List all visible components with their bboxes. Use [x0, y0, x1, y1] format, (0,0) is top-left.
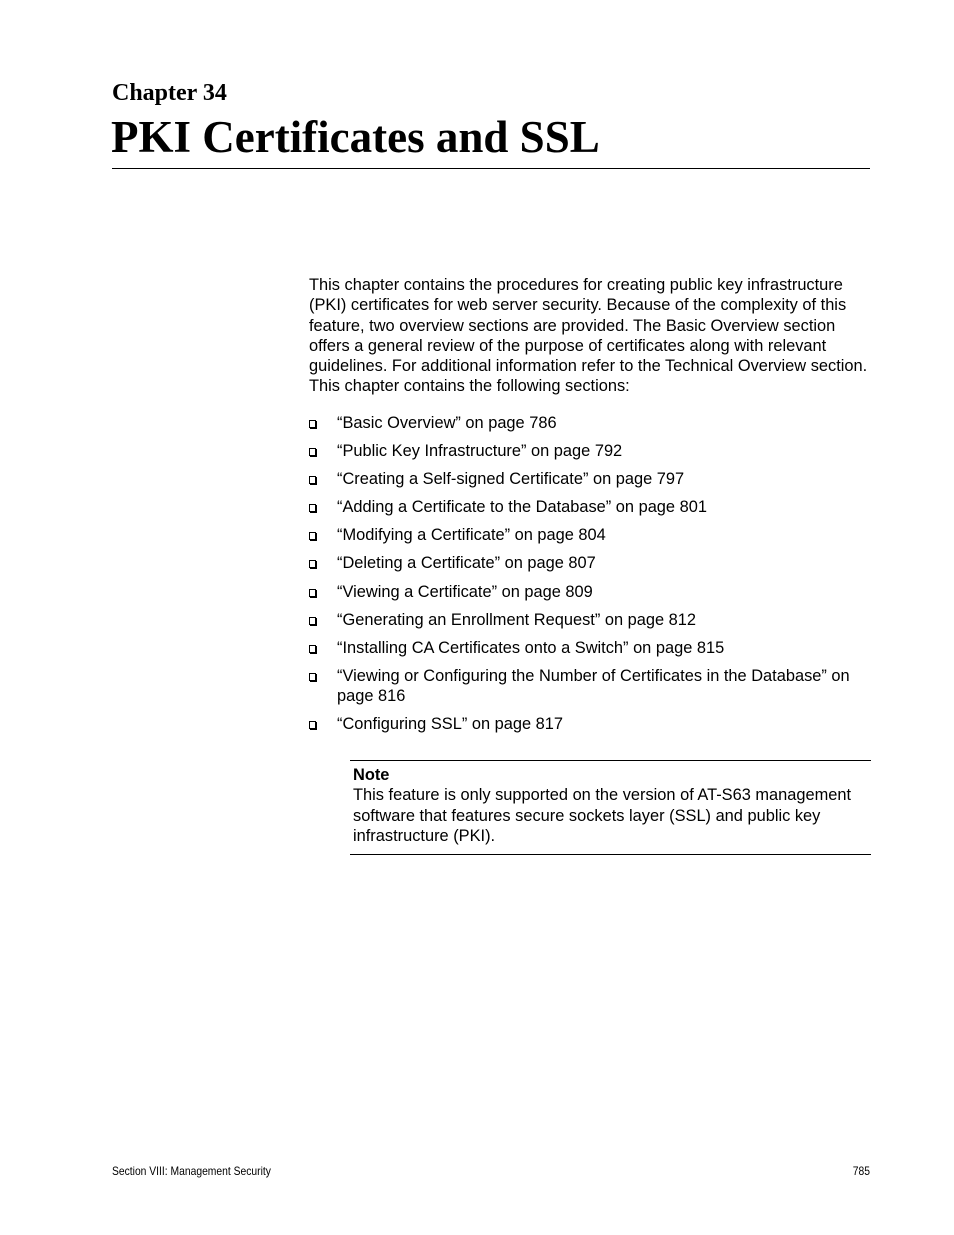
- checkbox-bullet-icon: [309, 532, 316, 540]
- section-link[interactable]: “Modifying a Certificate” on page 804: [337, 526, 606, 545]
- section-link[interactable]: “Viewing a Certificate” on page 809: [337, 582, 593, 601]
- list-item: [309, 610, 872, 630]
- list-item: [309, 638, 872, 658]
- footer-page-number: 785: [852, 1164, 870, 1178]
- section-link[interactable]: “Viewing or Configuring the Number of Certificates in the Database” on page 816: [337, 666, 850, 706]
- checkbox-bullet-icon: [309, 673, 316, 681]
- checkbox-bullet-icon: [309, 504, 316, 512]
- chapter-title: PKI Certificates and SSL: [111, 112, 600, 162]
- list-item: [309, 553, 872, 573]
- note-box: [350, 760, 871, 855]
- checkbox-bullet-icon: [309, 617, 316, 625]
- checkbox-bullet-icon: [309, 560, 316, 568]
- section-link[interactable]: “Adding a Certificate to the Database” on page 801: [337, 498, 707, 517]
- checkbox-bullet-icon: [309, 645, 316, 653]
- list-item: [309, 714, 872, 734]
- footer-section-title: Section VIII: Management Security: [112, 1164, 271, 1178]
- checkbox-bullet-icon: [309, 420, 316, 428]
- section-list: [309, 413, 872, 742]
- list-item: [309, 413, 872, 433]
- checkbox-bullet-icon: [309, 721, 316, 729]
- title-divider: [112, 168, 870, 169]
- list-item: [309, 525, 872, 545]
- section-link[interactable]: “Deleting a Certificate” on page 807: [337, 554, 596, 573]
- list-item: [309, 582, 872, 602]
- section-link[interactable]: “Creating a Self-signed Certificate” on page 797: [337, 470, 685, 489]
- section-link[interactable]: “Configuring SSL” on page 817: [337, 715, 563, 734]
- list-item: [309, 497, 872, 517]
- section-link[interactable]: “Installing CA Certificates onto a Switch” on page 815: [337, 638, 725, 657]
- note-heading: Note: [353, 766, 390, 784]
- checkbox-bullet-icon: [309, 476, 316, 484]
- list-item: [309, 666, 872, 707]
- section-link[interactable]: “Basic Overview” on page 786: [337, 414, 557, 432]
- intro-paragraph: This chapter contains the procedures for creating public key infrastructure (PKI) certificates for web server security. Because of the complexity of this feature, two overview sections are provided. The Basic Overview section offers a general review of the purpose of certificates along with relevant guidelines. For additional information refer to the Technical Overview section. This chapter contains the following sections:: [309, 276, 868, 396]
- chapter-label: Chapter 34: [112, 80, 227, 106]
- section-link[interactable]: “Generating an Enrollment Request” on page 812: [337, 610, 697, 629]
- checkbox-bullet-icon: [309, 589, 316, 597]
- checkbox-bullet-icon: [309, 448, 316, 456]
- section-link[interactable]: “Public Key Infrastructure” on page 792: [337, 442, 623, 461]
- list-item: [309, 441, 872, 461]
- note-text: This feature is only supported on the version of AT-S63 management software that features secure sockets layer (SSL) and public key infrastructure (PKI).: [353, 786, 852, 845]
- list-item: [309, 469, 872, 489]
